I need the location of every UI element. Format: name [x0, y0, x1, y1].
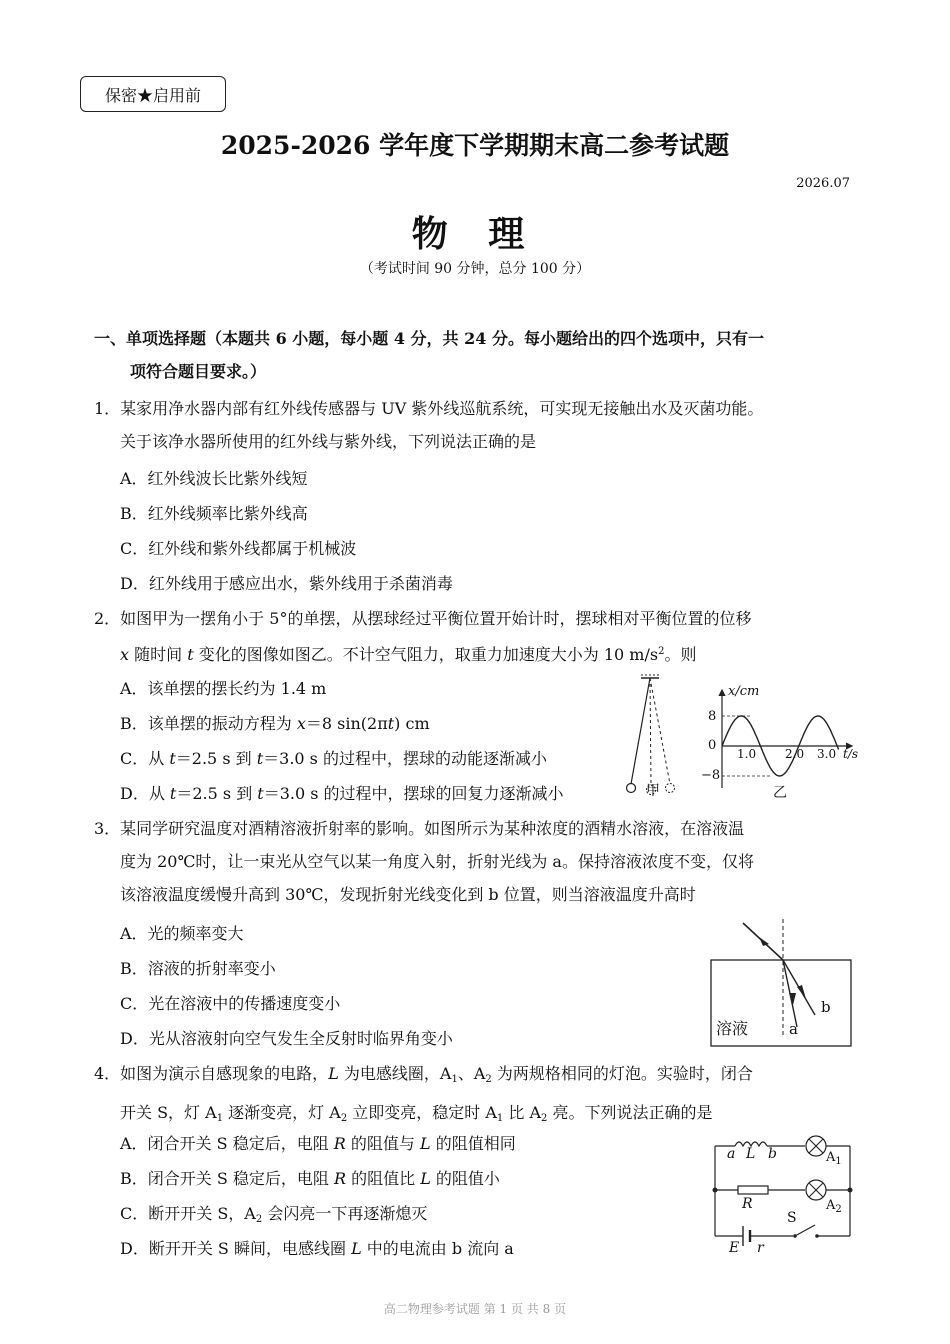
q2d-a: D．从	[120, 784, 170, 803]
circuit-label-b: b	[768, 1146, 777, 1162]
q3-line-3: 该溶液温度缓慢升高到 30℃，发现折射光线变化到 b 位置，则当溶液温度升高时	[120, 885, 696, 904]
q4b-R: R	[333, 1169, 347, 1188]
q4-line-1	[94, 1057, 864, 1096]
var-x: x	[120, 645, 130, 664]
circuit-label-a1	[826, 1150, 842, 1167]
q4c-s: 2	[255, 1214, 263, 1225]
pendulum-bob-left	[627, 784, 636, 793]
graph-x-tick-3: 3.0	[817, 747, 837, 761]
switch-s	[795, 1225, 815, 1236]
q2d-c: ＝2.5 s 到	[176, 784, 258, 803]
q2d-t1: t	[169, 784, 177, 803]
q1-line-1: 1．某家用净水器内部有红外线传感器与 UV 紫外线巡航系统，可实现无接触出水及灭菌功能。	[94, 399, 764, 418]
circuit-label-R: R	[742, 1196, 753, 1212]
q4b-b: 的阻值比	[346, 1169, 421, 1188]
q2-option-b	[120, 707, 430, 740]
q1-option-b: B．红外线频率比紫外线高	[120, 504, 308, 523]
q1-option-c: C．红外线和紫外线都属于机械波	[120, 539, 357, 558]
q4-l2-b: 逐渐变亮，灯 A	[223, 1103, 341, 1122]
q2-line-2	[94, 635, 864, 671]
ray-b-label: b	[821, 998, 831, 1016]
q4b-L: L	[420, 1169, 431, 1188]
pendulum-label: 甲	[646, 783, 660, 799]
q3-option-d: D．光从溶液射向空气发生全反射时临界角变小	[120, 1029, 453, 1048]
graph-y-bottom: −8	[701, 768, 721, 783]
circuit-label-a: a	[727, 1146, 736, 1162]
q2d-t2: t	[257, 784, 264, 803]
page-footer: 高二物理参考试题 第 1 页 共 8 页	[383, 1302, 567, 1316]
ray-a-label: a	[789, 1020, 798, 1038]
q2b-t: t	[387, 714, 395, 733]
q4-option-c	[120, 1197, 427, 1236]
a2-letter: A	[826, 1198, 836, 1213]
q2-option-a: A．该单摆的摆长约为 1.4 m	[120, 679, 327, 698]
q2c-t1: t	[169, 749, 176, 768]
q2b-e: ) cm	[394, 714, 430, 733]
q2-option-c	[120, 742, 547, 775]
graph-x-tick-1: 1.0	[737, 747, 757, 761]
circuit-label-a2	[826, 1198, 842, 1215]
pendulum-string-center	[650, 678, 651, 785]
solution-label: 溶液	[716, 1019, 749, 1038]
q4d-b: 中的电流由 b 流向 a	[361, 1239, 514, 1258]
circuit-label-S: S	[787, 1210, 797, 1226]
question-2	[94, 602, 864, 671]
section-line-2: 项符合题目要求。）	[130, 362, 267, 381]
q4-l1-s2: 2	[485, 1074, 492, 1085]
q4c-b: 会闪亮一下再逐渐熄灭	[262, 1204, 428, 1223]
q2d-e: ＝3.0 s 的过程中，摆球的回复力逐渐减小	[263, 784, 564, 803]
pendulum-string-right	[650, 678, 670, 784]
q4-l2-s3: 1	[496, 1113, 504, 1124]
q1-option-d: D．红外线用于感应出水，紫外线用于杀菌消毒	[120, 574, 453, 593]
q2b-a: B．该单摆的振动方程为	[120, 714, 297, 733]
q2c-c: ＝2.5 s 到	[175, 749, 257, 768]
q4-l1-d: 为两规格相同的灯泡。实验时，闭合	[491, 1064, 753, 1083]
q4-l2-c: 立即变亮，稳定时 A	[347, 1103, 497, 1122]
graph-x-tick-2: 2.0	[785, 747, 805, 761]
q2-sup: 2	[658, 646, 665, 657]
q4-l1-b: 为电感线圈，A	[338, 1064, 452, 1083]
q4-l1-a: 4．如图为演示自感现象的电路，	[94, 1064, 329, 1083]
q2-text-b: 随时间	[129, 645, 188, 664]
q2b-c: ＝8 sin(2π	[305, 714, 388, 733]
pendulum-string-left	[631, 678, 650, 784]
var-t: t	[187, 645, 194, 664]
q4-option-b	[120, 1162, 500, 1195]
section-line-1: 一、单项选择题（本题共 6 小题，每小题 4 分，共 24 分。每小题给出的四个选项中，只有一	[94, 329, 764, 348]
graph-y-zero: 0	[708, 738, 717, 753]
q3-option-b: B．溶液的折射率变小	[120, 959, 276, 978]
exam-date: 2026.07	[796, 176, 850, 191]
q4-l2-s2: 2	[340, 1113, 348, 1124]
q4-l2-a: 开关 S，灯 A	[120, 1103, 217, 1122]
a2-sub: 2	[835, 1204, 842, 1215]
q2-text-d: 变化的图像如图乙。不计空气阻力，取重力加速度大小为 10 m/s	[193, 645, 659, 664]
confidential-badge	[80, 76, 226, 112]
pendulum-bob-right	[666, 784, 675, 793]
q2-text-e: 。则	[664, 645, 697, 664]
circuit-label-L: L	[746, 1146, 756, 1162]
q4a-R: R	[333, 1134, 346, 1153]
q4d-a: D．断开开关 S 瞬间，电感线圈	[120, 1239, 352, 1258]
q4-option-d	[120, 1232, 514, 1265]
q3-option-c: C．光在溶液中的传播速度变小	[120, 994, 341, 1013]
q4a-b: 的阻值与	[345, 1134, 421, 1153]
q3-option-a: A．光的频率变大	[120, 924, 244, 943]
q4d-L: L	[351, 1239, 362, 1258]
section-heading	[94, 322, 864, 388]
subject-title: 物 理	[411, 213, 539, 255]
exam-note: （考试时间 90 分钟，总分 100 分）	[359, 261, 591, 277]
q2c-a: C．从	[120, 749, 170, 768]
q2c-e: ＝3.0 s 的过程中，摆球的动能逐渐减小	[263, 749, 547, 768]
q4-l2-s1: 1	[216, 1113, 224, 1124]
graph-y-top: 8	[708, 709, 717, 724]
badge-text: 保密★启用前	[104, 85, 201, 105]
exam-title: 2025-2026 学年度下学期期末高二参考试题	[220, 131, 730, 160]
q4-l1-s1: 1	[451, 1074, 458, 1085]
q1-line-2: 关于该净水器所使用的红外线与紫外线，下列说法正确的是	[120, 432, 537, 451]
resistor-r	[738, 1186, 768, 1194]
q2c-t2: t	[256, 749, 264, 768]
circuit-label-E: E	[729, 1240, 740, 1256]
q4a-c: 的阻值相同	[430, 1134, 516, 1153]
q4-l1-c: 、A	[457, 1064, 486, 1083]
q4b-a: B．闭合开关 S 稳定后，电阻	[120, 1169, 334, 1188]
q4b-c: 的阻值小	[430, 1169, 500, 1188]
q2-option-d	[120, 777, 564, 810]
question-4	[94, 1057, 864, 1135]
q4-l2-s4: 2	[541, 1113, 548, 1124]
q3-line-2: 度为 20℃时，让一束光从空气以某一角度入射，折射光线为 a。保持溶液浓度不变，仅将	[120, 852, 754, 871]
q4a-L: L	[420, 1134, 431, 1153]
graph-ylabel: x/cm	[728, 684, 760, 699]
a1-sub: 1	[835, 1156, 842, 1167]
q4-l2-d: 比 A	[503, 1103, 542, 1122]
q3-line-1: 3．某同学研究温度对酒精溶液折射率的影响。如图所示为某种浓度的酒精水溶液，在溶液温	[94, 819, 745, 838]
q4-option-a	[120, 1127, 516, 1160]
q4a-a: A．闭合开关 S 稳定后，电阻	[120, 1134, 334, 1153]
q4c-a: C．断开开关 S，A	[120, 1204, 256, 1223]
question-1	[94, 392, 864, 458]
graph-label: 乙	[773, 785, 787, 801]
a1-letter: A	[826, 1150, 836, 1165]
graph-xlabel: t/s	[843, 747, 859, 761]
q2b-x: x	[296, 714, 306, 733]
q4-l1-L: L	[328, 1064, 339, 1083]
circuit-label-r: r	[757, 1240, 764, 1256]
question-3	[94, 812, 864, 911]
xt-graph	[700, 682, 870, 797]
q4-l2-e: 亮。下列说法正确的是	[547, 1103, 713, 1122]
q2-line-1: 2．如图甲为一摆角小于 5°的单摆，从摆球经过平衡位置开始计时，摆球相对平衡位置的位移	[94, 609, 752, 628]
q1-option-a: A．红外线波长比紫外线短	[120, 469, 308, 488]
